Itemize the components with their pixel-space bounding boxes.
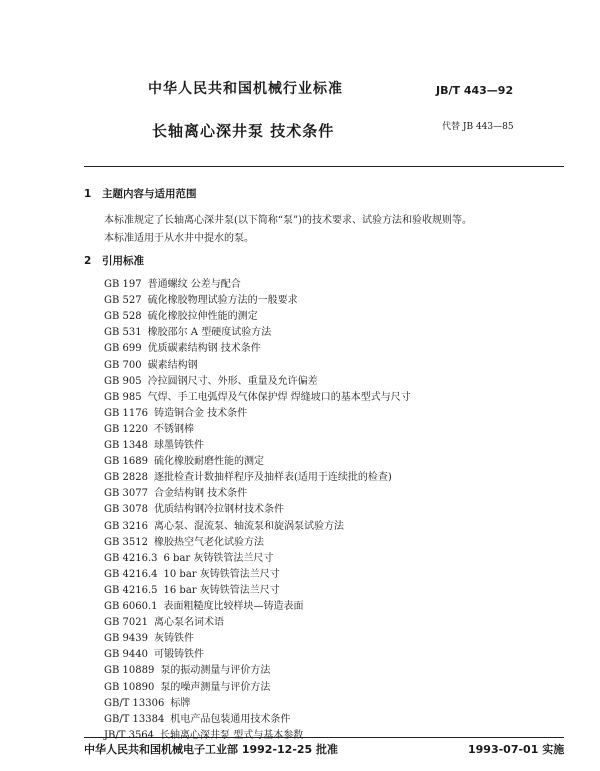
reference-item bbox=[104, 694, 190, 709]
reference-code: GB 985 bbox=[104, 391, 142, 403]
implementation-date: 1993-07-01 实施 bbox=[468, 743, 565, 756]
reference-title: 硫化橡胶耐磨性能的测定 bbox=[153, 456, 264, 468]
reference-title: 铸造铜合金 技术条件 bbox=[153, 407, 248, 419]
reference-code: GB 9440 bbox=[104, 649, 148, 661]
section-1-paragraph-2: 本标准适用于从水井中提水的泵。 bbox=[104, 233, 254, 244]
reference-code: GB 4216.4 bbox=[104, 568, 158, 580]
reference-item bbox=[104, 645, 204, 660]
reference-code: GB/T 13384 bbox=[104, 713, 165, 725]
footer-divider bbox=[84, 737, 564, 738]
reference-code: GB 527 bbox=[104, 295, 142, 307]
reference-item bbox=[104, 629, 194, 644]
reference-item bbox=[104, 388, 411, 403]
reference-code: GB 531 bbox=[104, 327, 142, 339]
reference-item bbox=[104, 484, 247, 499]
section-1-paragraph-1: 本标准规定了长轴离心深井泵(以下简称“泵”)的技术要求、试验方法和验收规则等。 bbox=[104, 215, 473, 226]
reference-item bbox=[104, 597, 304, 612]
reference-code: GB 905 bbox=[104, 375, 142, 387]
section-2-number: 2 bbox=[84, 255, 92, 267]
reference-title: 机电产品包装通用技术条件 bbox=[170, 713, 291, 725]
reference-title: 橡胶邵尔 A 型硬度试验方法 bbox=[147, 327, 272, 339]
reference-item bbox=[104, 291, 298, 306]
reference-code: GB 197 bbox=[104, 279, 142, 290]
reference-item bbox=[104, 436, 204, 451]
reference-item bbox=[104, 468, 392, 483]
reference-item bbox=[104, 710, 290, 725]
replaces-standard: 代替 JB 443—85 bbox=[442, 122, 514, 132]
reference-code: GB 700 bbox=[104, 359, 142, 371]
reference-code: GB 1348 bbox=[104, 440, 148, 451]
reference-title: 合金结构钢 技术条件 bbox=[153, 488, 248, 500]
reference-title: 10 bar 灰铸铁管法兰尺寸 bbox=[163, 568, 280, 580]
reference-title: 离心泵名词术语 bbox=[153, 617, 224, 629]
reference-code: GB 1176 bbox=[104, 407, 148, 419]
reference-code: GB 4216.5 bbox=[104, 584, 158, 596]
reference-item bbox=[104, 613, 224, 628]
reference-item bbox=[104, 323, 271, 338]
reference-code: JB/T 3564 bbox=[104, 729, 155, 741]
reference-title: 硫化橡胶物理试验方法的一般要求 bbox=[147, 295, 298, 307]
section-1-number: 1 bbox=[84, 188, 92, 200]
reference-item bbox=[104, 517, 344, 532]
reference-code: GB 1689 bbox=[104, 456, 148, 468]
reference-code: GB 10889 bbox=[104, 665, 155, 677]
reference-code: GB 528 bbox=[104, 311, 142, 323]
reference-title: 硫化橡胶拉伸性能的测定 bbox=[147, 311, 258, 323]
reference-title: 碳素结构钢 bbox=[147, 359, 198, 371]
section-1-title: 主题内容与适用范围 bbox=[102, 188, 197, 200]
reference-title: 逐批检查计数抽样程序及抽样表(适用于连续批的检查) bbox=[153, 472, 392, 484]
reference-item bbox=[104, 275, 241, 290]
reference-title: 不锈钢棒 bbox=[153, 423, 194, 435]
reference-code: GB 10890 bbox=[104, 681, 155, 693]
section-2-title: 引用标准 bbox=[102, 255, 144, 267]
reference-title: 泵的振动测量与评价方法 bbox=[160, 665, 271, 677]
reference-title: 普通螺纹 公差与配合 bbox=[147, 279, 241, 290]
reference-item bbox=[104, 565, 280, 580]
reference-item bbox=[104, 356, 198, 371]
reference-code: GB 7021 bbox=[104, 617, 148, 629]
reference-title: 优质结构钢冷拉钢材技术条件 bbox=[153, 504, 284, 516]
reference-title: 可锻铸铁件 bbox=[153, 649, 204, 661]
reference-code: GB 3216 bbox=[104, 520, 148, 532]
issuing-organization: 中华人民共和国机械行业标准 bbox=[148, 81, 343, 97]
approval-line: 中华人民共和国机械电子工业部 1992-12-25 批准 bbox=[84, 743, 339, 756]
reference-item bbox=[104, 307, 258, 322]
reference-title: 6 bar 灰铸铁管法兰尺寸 bbox=[163, 552, 274, 564]
reference-title: 灰铸铁件 bbox=[153, 633, 194, 645]
section-2-heading bbox=[84, 253, 144, 268]
reference-item bbox=[104, 726, 303, 741]
reference-code: GB 4216.3 bbox=[104, 552, 158, 564]
reference-title: 橡胶热空气老化试验方法 bbox=[153, 536, 264, 548]
reference-code: GB 3512 bbox=[104, 536, 148, 548]
reference-item bbox=[104, 500, 284, 515]
standard-number: JB/T 443—92 bbox=[436, 84, 514, 97]
reference-code: GB/T 13306 bbox=[104, 697, 165, 709]
reference-item bbox=[104, 404, 247, 419]
reference-title: 16 bar 灰铸铁管法兰尺寸 bbox=[163, 584, 280, 596]
header-divider bbox=[84, 166, 564, 167]
reference-title: 气焊、手工电弧焊及气体保护焊 焊缝坡口的基本型式与尺寸 bbox=[147, 391, 411, 403]
reference-item bbox=[104, 420, 194, 435]
reference-code: GB 9439 bbox=[104, 633, 148, 645]
reference-code: GB 6060.1 bbox=[104, 601, 158, 612]
reference-title: 表面粗糙度比较样块—铸造表面 bbox=[163, 601, 304, 612]
reference-code: GB 3077 bbox=[104, 488, 148, 500]
reference-item bbox=[104, 678, 270, 693]
reference-item bbox=[104, 549, 273, 564]
document-title: 长轴离心深井泵 技术条件 bbox=[152, 122, 335, 140]
reference-code: GB 3078 bbox=[104, 504, 148, 516]
reference-title: 长轴离心深井泵 型式与基本参数 bbox=[160, 729, 304, 741]
section-1-heading bbox=[84, 186, 197, 201]
reference-title: 泵的噪声测量与评价方法 bbox=[160, 681, 271, 693]
reference-item bbox=[104, 452, 264, 467]
reference-code: GB 1220 bbox=[104, 423, 148, 435]
reference-title: 冷拉圆钢尺寸、外形、重量及允许偏差 bbox=[147, 375, 318, 387]
reference-item bbox=[104, 581, 280, 596]
reference-item bbox=[104, 339, 261, 354]
reference-title: 标牌 bbox=[170, 697, 191, 709]
reference-item bbox=[104, 661, 270, 676]
reference-title: 优质碳素结构钢 技术条件 bbox=[147, 343, 261, 355]
reference-code: GB 699 bbox=[104, 343, 142, 355]
reference-title: 球墨铸铁件 bbox=[153, 440, 204, 451]
reference-title: 离心泵、混流泵、轴流泵和旋涡泵试验方法 bbox=[153, 520, 344, 532]
reference-code: GB 2828 bbox=[104, 472, 148, 484]
reference-item bbox=[104, 533, 264, 548]
reference-item bbox=[104, 372, 318, 387]
